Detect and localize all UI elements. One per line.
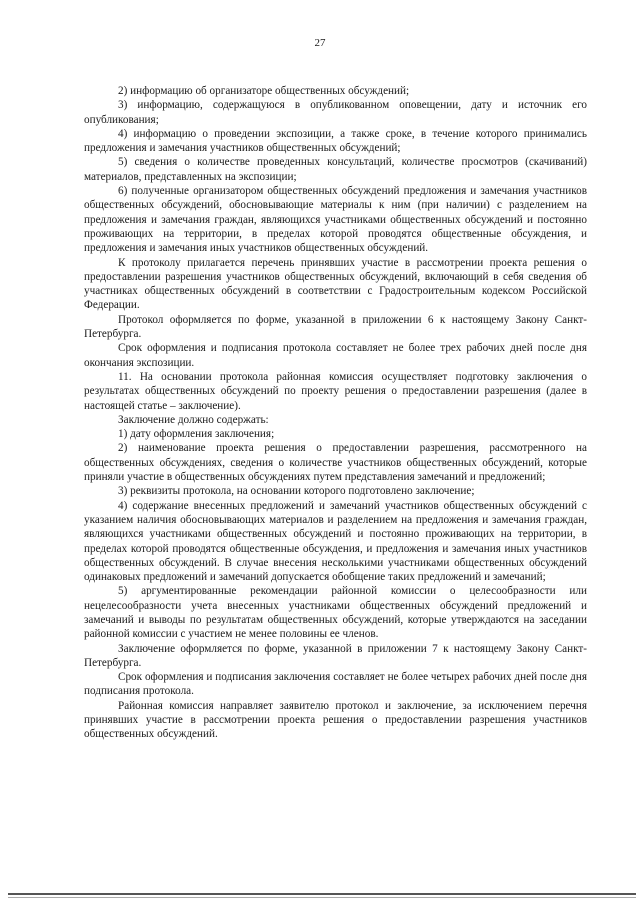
scan-edge-line xyxy=(8,893,636,895)
paragraph-item-4: 4) информацию о проведении экспозиции, а также сроке, в течение которого принимались предложения и замечания участников общественных обсуждений; xyxy=(84,127,587,155)
paragraph-section-11: 11. На основании протокола районная комиссия осуществляет подготовку заключения о результатах общественных обсуждений по проекту решения о предоставлении разрешения (далее в настоящей статье – заключение). xyxy=(84,370,587,412)
scan-edge-line-thin xyxy=(8,897,636,898)
paragraph-commission-sends: Районная комиссия направляет заявителю протокол и заключение, за исключением перечня принявших участие в рассмотрении проекта решения о предоставлении разрешения участников общественных обсуждений. xyxy=(84,699,587,741)
paragraph-conclusion-deadline: Срок оформления и подписания заключения составляет не более четырех рабочих дней после дня подписания протокола. xyxy=(84,671,587,698)
paragraph-conclusion-item-4: 4) содержание внесенных предложений и замечаний участников общественных обсуждений с указанием наличия обосновывающих материалов и разделением на предложения и замечания граждан, являющихся участниками общественных обсуждений и постоянно проживающих на территории, в пределах которой проводятся общественные обсуждения, и предложения и замечания иных участников общественных обсуждений. В случае внесения несколькими участниками общественных обсуждений одинаковых предложений и замечаний допускается обобщение таких предложений и замечаний; xyxy=(84,499,587,584)
paragraph-conclusion-contents: Заключение должно содержать: xyxy=(118,413,269,426)
paragraph-item-3: 3) информацию, содержащуюся в опубликованном оповещении, дату и источник его опубликования; xyxy=(84,99,587,126)
document-body xyxy=(84,84,587,742)
paragraph-protocol-deadline: Срок оформления и подписания протокола составляет не более трех рабочих дней после дня окончания экспозиции. xyxy=(84,342,587,369)
paragraph-conclusion-item-1: 1) дату оформления заключения; xyxy=(118,428,275,441)
paragraph-conclusion-item-3: 3) реквизиты протокола, на основании которого подготовлено заключение; xyxy=(118,485,475,498)
paragraph-conclusion-form: Заключение оформляется по форме, указанной в приложении 7 к настоящему Закону Санкт-Петербурга. xyxy=(84,642,587,669)
paragraph-conclusion-item-5: 5) аргументированные рекомендации районной комиссии о целесообразности или нецелесообразности учета внесенных участниками общественных обсуждений предложений и замечаний и выводы по результатам общественных обсуждений, которые утверждаются на заседании районной комиссии с участием не менее половины ее членов. xyxy=(84,585,587,641)
page-number: 27 xyxy=(314,37,326,49)
paragraph-conclusion-item-2: 2) наименование проекта решения о предоставлении разрешения, рассмотренного на общественных обсуждениях, сведения о количестве участников общественных обсуждений, которые приняли участие в общественных обсуждениях путем представления замечаний и предложений; xyxy=(84,442,587,484)
paragraph-item-2: 2) информацию об организаторе общественных обсуждений; xyxy=(118,85,410,97)
paragraph-item-6: 6) полученные организатором общественных обсуждений предложения и замечания участников общественных обсуждений, обосновывающие материалы к ним (при наличии) с разделением на предложения и замечания граждан, являющихся участниками общественных обсуждений и постоянно проживающих на территории, в пределах которой проводятся общественные обсуждения, и предложения и замечания иных участников общественных обсуждений. xyxy=(84,185,587,255)
paragraph-item-5: 5) сведения о количестве проведенных консультаций, количестве просмотров (скачиваний) материалов, представленных на экспозиции; xyxy=(84,156,587,183)
paragraph-attachment-list: К протоколу прилагается перечень принявших участие в рассмотрении проекта решения о предоставлении разрешения участников общественных обсуждений, включающий в себя сведения об участниках общественных обсуждений в соответствии с Градостроительным кодексом Российской Федерации. xyxy=(84,256,587,312)
paragraph-protocol-form: Протокол оформляется по форме, указанной в приложении 6 к настоящему Закону Санкт-Петербурга. xyxy=(84,313,587,341)
